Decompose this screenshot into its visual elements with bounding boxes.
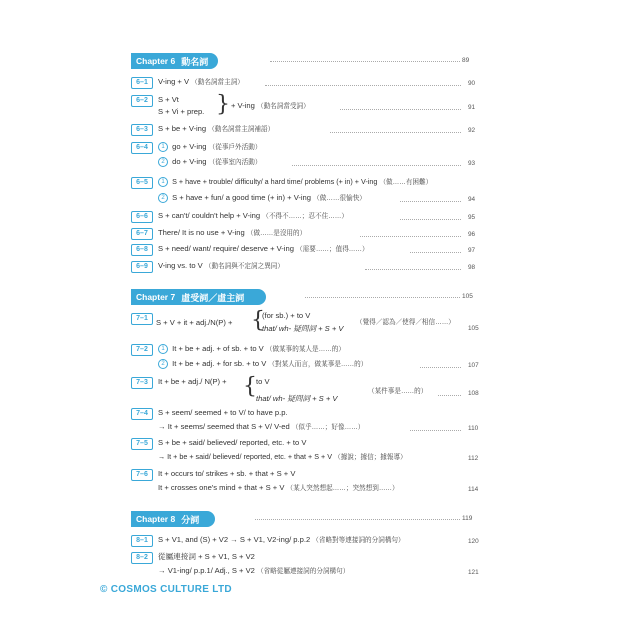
entry-text xyxy=(231,101,310,112)
leader-dots xyxy=(360,236,461,237)
entry-zh: （需要……；值得……） xyxy=(296,246,369,253)
entry-text xyxy=(158,483,399,494)
entry-text xyxy=(158,193,366,204)
entry-page: 105 xyxy=(468,325,479,332)
entry-formula: S + be + V-ing xyxy=(158,124,207,133)
entry-formula: → It + seems/ seemed that S + V/ V-ed xyxy=(158,422,290,431)
entry-tag[interactable]: 7–6 xyxy=(131,469,153,481)
entry-formula: S + V1, and (S) + V2 → S + V1, V2-ing/ p.p.2 xyxy=(158,535,311,544)
leader-dots xyxy=(410,252,461,253)
leader-dots xyxy=(292,165,461,166)
entry-formula: It + crosses one's mind + that + S + V xyxy=(158,483,285,492)
number-circle: 2 xyxy=(158,359,168,369)
entry-page: 94 xyxy=(468,196,476,203)
entry-formula: S + V + it + adj./N(P) + xyxy=(156,318,233,327)
entry-formula: S + can't/ couldn't help + V-ing xyxy=(158,211,261,220)
entry-formula: It + be + adj./ N(P) + xyxy=(158,377,227,386)
entry-page: 93 xyxy=(468,160,476,167)
entry-text xyxy=(158,77,244,88)
entry-text xyxy=(158,535,405,546)
entry-zh: （動名詞當主詞補語） xyxy=(208,126,275,133)
chapter-label: Chapter 7 xyxy=(136,292,176,302)
entry-text xyxy=(158,344,345,355)
entry-formula: → It + be + said/ believed/ reported, etc. + that + S + V xyxy=(158,452,333,461)
entry-page: 98 xyxy=(468,264,476,271)
entry-formula: It + occurs to/ strikes + sb. + that + S + V xyxy=(158,469,296,478)
leader-dots xyxy=(270,61,460,62)
entry-formula: to V xyxy=(256,377,270,386)
entry-tag[interactable]: 8–1 xyxy=(131,535,153,547)
entry-text xyxy=(158,157,261,168)
entry-formula: S + Vt xyxy=(158,95,179,104)
entry-text xyxy=(158,422,364,433)
entry-formula: S + have + trouble/ difficulty/ a hard time/ problems (+ in) + V-ing xyxy=(172,177,378,186)
entry-zh: （動名詞當受詞） xyxy=(256,103,310,110)
entry-zh: （據說；據信；據報導） xyxy=(334,454,407,461)
leader-dots xyxy=(330,132,461,133)
entry-formula: It + be + adj. + for sb. + to V xyxy=(172,359,267,368)
chapter-7-header[interactable] xyxy=(131,289,266,305)
entry-zh: （不得不……；忍不住……） xyxy=(262,213,348,220)
leader-dots xyxy=(365,269,461,270)
entry-page: 108 xyxy=(468,390,479,397)
brace: { xyxy=(251,308,265,333)
entry-text xyxy=(158,566,349,577)
entry-formula: → V1-ing/ p.p.1/ Adj., S + V2 xyxy=(158,566,255,575)
entry-zh: （從事戶外活動） xyxy=(208,144,262,151)
entry-formula: do + V-ing xyxy=(172,157,207,166)
entry-tag[interactable]: 6–7 xyxy=(131,228,153,240)
entry-tag[interactable]: 6–8 xyxy=(131,244,153,256)
entry-tag[interactable]: 7–4 xyxy=(131,408,153,420)
entry-page: 92 xyxy=(468,127,476,134)
entry-formula: There/ It is no use + V-ing xyxy=(158,228,245,237)
entry-page: 112 xyxy=(468,455,479,462)
entry-zh: （省略從屬連接詞的分詞構句） xyxy=(257,568,350,575)
leader-dots xyxy=(340,109,461,110)
brace: { xyxy=(243,374,257,399)
entry-formula: (for sb.) + to V xyxy=(262,311,311,320)
entry-zh: （對某人而言，做某事是……的） xyxy=(268,361,368,368)
entry-page: 120 xyxy=(468,538,479,545)
entry-zh: （從事室內活動） xyxy=(208,159,262,166)
entry-tag[interactable]: 6–9 xyxy=(131,261,153,273)
entry-tag[interactable]: 7–5 xyxy=(131,438,153,450)
entry-formula: V-ing vs. to V xyxy=(158,261,203,270)
entry-zh: （動名詞當主詞） xyxy=(191,79,244,86)
entry-formula: S + need/ want/ require/ deserve + V-ing xyxy=(158,244,294,253)
entry-tag[interactable]: 6–5 xyxy=(131,177,153,189)
entry-tag[interactable]: 7–3 xyxy=(131,377,153,389)
chapter-8-header[interactable] xyxy=(131,511,215,527)
entry-text xyxy=(158,261,284,272)
entry-tag[interactable]: 6–4 xyxy=(131,142,153,154)
chapter-page: 119 xyxy=(462,515,473,522)
entry-tag[interactable]: 8–2 xyxy=(131,552,153,564)
chapter-page: 89 xyxy=(462,57,470,64)
brace: } xyxy=(216,92,230,117)
leader-dots xyxy=(400,219,461,220)
entry-formula: 從屬連接詞 + S + V1, S + V2 xyxy=(158,552,255,561)
entry-zh: （做……有困難） xyxy=(379,179,433,186)
entry-formula: It + be + adj. + of sb. + to V xyxy=(172,344,264,353)
entry-text xyxy=(158,177,432,188)
chapter-label: Chapter 6 xyxy=(136,56,176,66)
chapter-title: 動名詞 xyxy=(181,56,209,67)
entry-page: 97 xyxy=(468,247,476,254)
entry-text xyxy=(158,244,369,255)
entry-page: 96 xyxy=(468,231,476,238)
entry-tag[interactable]: 6–1 xyxy=(131,77,153,89)
chapter-title: 虛受詞／虛主詞 xyxy=(181,292,245,303)
chapter-label: Chapter 8 xyxy=(136,514,176,524)
entry-formula: V-ing + V xyxy=(158,77,190,86)
leader-dots xyxy=(438,395,461,396)
entry-zh: （做……是沒用的） xyxy=(246,230,307,237)
entry-text xyxy=(158,124,274,135)
leader-dots xyxy=(400,201,461,202)
number-circle: 1 xyxy=(158,142,168,152)
entry-tag[interactable]: 7–1 xyxy=(131,313,153,325)
number-circle: 1 xyxy=(158,177,168,187)
leader-dots xyxy=(420,367,461,368)
entry-zh: （省略對等連接詞的分詞構句） xyxy=(312,537,405,544)
entry-page: 107 xyxy=(468,362,479,369)
leader-dots xyxy=(305,297,460,298)
entry-page: 110 xyxy=(468,425,479,432)
entry-tag[interactable]: 6–3 xyxy=(131,124,153,136)
entry-tag[interactable]: 6–2 xyxy=(131,95,153,107)
entry-page: 90 xyxy=(468,80,476,87)
entry-zh: （某件事是……的） xyxy=(368,388,428,395)
number-circle: 2 xyxy=(158,193,168,203)
chapter-6-header[interactable] xyxy=(131,53,218,69)
number-circle: 1 xyxy=(158,344,168,354)
entry-page: 91 xyxy=(468,104,476,111)
entry-zh: （某人突然想起……；突然想到……） xyxy=(286,485,399,492)
entry-text xyxy=(158,211,348,222)
entry-zh: （覺得／認為／使得／相信……） xyxy=(356,319,455,326)
copyright-watermark: © COSMOS CULTURE LTD xyxy=(100,584,232,595)
entry-tag[interactable]: 7–2 xyxy=(131,344,153,356)
entry-zh: （似乎……；好像……） xyxy=(291,424,365,431)
chapter-title: 分詞 xyxy=(181,514,200,525)
leader-dots xyxy=(255,519,460,520)
entry-text xyxy=(158,452,407,463)
entry-page: 121 xyxy=(468,569,479,576)
entry-formula: S + Vi + prep. xyxy=(158,107,205,116)
entry-zh: （做……很愉快） xyxy=(313,195,366,202)
entry-page: 95 xyxy=(468,214,476,221)
entry-formula: go + V-ing xyxy=(172,142,207,151)
entry-formula: S + have + fun/ a good time (+ in) + V-ing xyxy=(172,193,312,202)
entry-formula: that/ wh- 疑問詞 + S + V xyxy=(256,394,338,403)
entry-zh: （動名詞與不定詞之異同） xyxy=(204,263,284,270)
entry-formula: S + be + said/ believed/ reported, etc. + to V xyxy=(158,438,307,447)
chapter-8-pill xyxy=(131,511,215,527)
chapter-6-pill xyxy=(131,53,218,69)
entry-formula: that/ wh- 疑問詞 + S + V xyxy=(262,324,344,333)
chapter-7-pill xyxy=(131,289,266,305)
number-circle: 2 xyxy=(158,157,168,167)
leader-dots xyxy=(265,85,461,86)
entry-zh: （做某事的某人是……的） xyxy=(265,346,345,353)
entry-tag[interactable]: 6–6 xyxy=(131,211,153,223)
entry-formula: + V-ing xyxy=(231,101,255,110)
chapter-page: 105 xyxy=(462,293,473,300)
entry-text xyxy=(158,359,367,370)
entry-page: 114 xyxy=(468,486,479,493)
entry-text xyxy=(158,142,261,153)
entry-text xyxy=(158,228,306,239)
entry-formula: S + seem/ seemed + to V/ to have p.p. xyxy=(158,408,288,417)
leader-dots xyxy=(410,430,461,431)
